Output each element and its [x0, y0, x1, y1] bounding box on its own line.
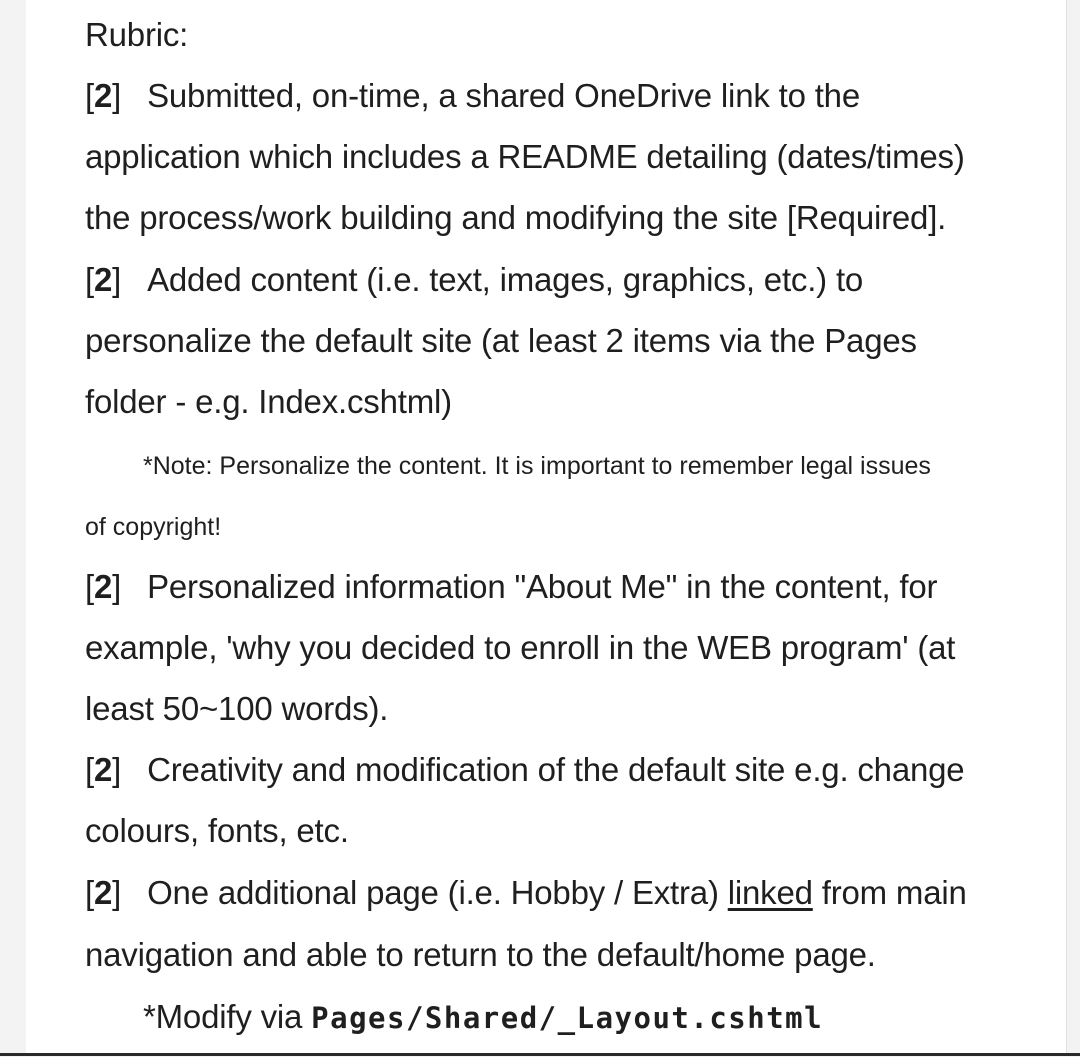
rubric-item-4-line-2: colours, fonts, etc. [85, 812, 349, 849]
points-value: 2 [93, 77, 113, 114]
linked-text: linked [727, 874, 813, 911]
rubric-item-3-line-2: example, 'why you decided to enroll in the WEB program' (at [85, 629, 956, 666]
rubric-item-1-line-1: [2] Submitted, on-time, a shared OneDrive link to the [85, 77, 860, 114]
rubric-item-2-line-1: [2] Added content (i.e. text, images, graphics, etc.) to [85, 261, 864, 298]
rubric-item-5-line-1: [2] One additional page (i.e. Hobby / Extra) linked from main [85, 874, 967, 911]
points-bracket: [2] [85, 751, 122, 788]
rubric-item-2-line-2: personalize the default site (at least 2 items via the Pages [85, 322, 917, 359]
rubric-item-1-line-3: the process/work building and modifying the site [Required]. [85, 199, 947, 236]
layout-file-path: Pages/Shared/_Layout.cshtml [311, 1001, 824, 1035]
rubric-item-4-line-1: [2] Creativity and modification of the default site e.g. change [85, 751, 965, 788]
points-value: 2 [93, 874, 113, 911]
modify-instruction: *Modify via Pages/Shared/_Layout.cshtml [143, 998, 824, 1035]
rubric-item-2-line-3: folder - e.g. Index.cshtml) [85, 383, 452, 420]
rubric-item-5-line-2: navigation and able to return to the default/home page. [85, 936, 876, 973]
rubric-item-3-line-1: [2] Personalized information "About Me" in the content, for [85, 568, 938, 605]
points-value: 2 [93, 261, 113, 298]
rubric-heading: Rubric: [85, 16, 189, 53]
bottom-border [0, 1053, 1080, 1056]
points-bracket: [2] [85, 568, 122, 605]
points-value: 2 [93, 568, 113, 605]
points-value: 2 [93, 751, 113, 788]
rubric-item-1-line-2: application which includes a README detailing (dates/times) [85, 138, 965, 175]
points-bracket: [2] [85, 261, 122, 298]
points-bracket: [2] [85, 874, 122, 911]
rubric-item-3-line-3: least 50~100 words). [85, 690, 389, 727]
rubric-item-2-note-line-2: of copyright! [85, 513, 222, 541]
rubric-item-2-note-line-1: *Note: Personalize the content. It is important to remember legal issues [143, 452, 931, 480]
points-bracket: [2] [85, 77, 122, 114]
